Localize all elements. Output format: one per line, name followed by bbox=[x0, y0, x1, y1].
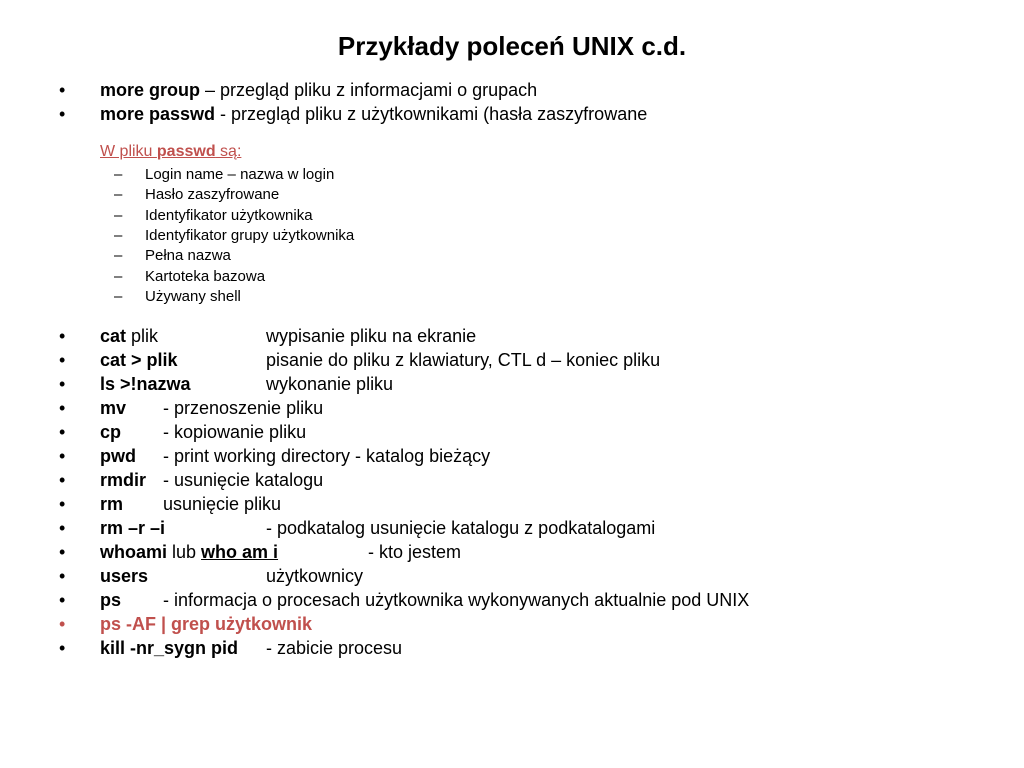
command-name: rm bbox=[100, 494, 124, 514]
command-description: – przegląd pliku z informacjami o grupach bbox=[200, 80, 538, 100]
bullet-icon: • bbox=[59, 422, 66, 442]
bullet-icon: • bbox=[59, 446, 66, 466]
command-name: rmdir bbox=[100, 470, 147, 490]
bullet-icon: • bbox=[59, 518, 66, 538]
dash-icon: – bbox=[114, 288, 123, 305]
command-description: - kto jestem bbox=[368, 542, 462, 562]
command-name: more group bbox=[100, 80, 201, 100]
command-description: wykonanie pliku bbox=[266, 374, 394, 394]
heading-keyword: passwd bbox=[156, 143, 216, 160]
passwd-field-label: Identyfikator użytkownika bbox=[145, 207, 313, 224]
command-name: ps -AF | grep użytkownik bbox=[100, 614, 313, 634]
heading-tail: są: bbox=[215, 143, 242, 160]
bullet-icon: • bbox=[59, 350, 66, 370]
command-name: whoami bbox=[100, 542, 168, 562]
command-description: usunięcie pliku bbox=[163, 494, 282, 514]
passwd-field-label: Login name – nazwa w login bbox=[145, 166, 335, 183]
dash-icon: – bbox=[114, 227, 123, 244]
bullet-icon: • bbox=[59, 614, 66, 634]
command-name: ls >!nazwa bbox=[100, 374, 191, 394]
command-name: ps bbox=[100, 590, 122, 610]
passwd-field-label: Używany shell bbox=[145, 288, 241, 305]
command-description: pisanie do pliku z klawiatury, CTL d – koniec pliku bbox=[266, 350, 661, 370]
bullet-icon: • bbox=[59, 494, 66, 514]
command-name: mv bbox=[100, 398, 127, 418]
bullet-icon: • bbox=[59, 398, 66, 418]
heading-lead: W pliku bbox=[100, 143, 157, 160]
passwd-section-heading bbox=[100, 140, 241, 164]
bullet-icon: • bbox=[59, 326, 66, 346]
bullet-icon: • bbox=[59, 590, 66, 610]
dash-icon: – bbox=[114, 268, 123, 285]
passwd-field-label: Kartoteka bazowa bbox=[145, 268, 266, 285]
command-description: wypisanie pliku na ekranie bbox=[266, 326, 477, 346]
passwd-field-label: Pełna nazwa bbox=[145, 247, 231, 264]
command-argument: plik bbox=[126, 326, 159, 346]
command-description: użytkownicy bbox=[266, 566, 364, 586]
command-name: more passwd bbox=[100, 104, 216, 124]
command-description: - print working directory - katalog bieżący bbox=[163, 446, 491, 466]
bullet-icon: • bbox=[59, 80, 66, 100]
dash-icon: – bbox=[114, 207, 123, 224]
passwd-field-label: Hasło zaszyfrowane bbox=[145, 186, 280, 203]
passwd-field-label: Identyfikator grupy użytkownika bbox=[145, 227, 355, 244]
command-alt-name: who am i bbox=[201, 542, 279, 562]
bullet-icon: • bbox=[59, 470, 66, 490]
command-connector: lub bbox=[167, 542, 202, 562]
bullet-icon: • bbox=[59, 104, 66, 124]
command-description: - zabicie procesu bbox=[266, 638, 403, 658]
command-description: - usunięcie katalogu bbox=[163, 470, 324, 490]
slide-title: Przykłady poleceń UNIX c.d. bbox=[337, 31, 687, 61]
command-description: - przegląd pliku z użytkownikami (hasła zaszyfrowane bbox=[215, 104, 648, 124]
command-name: pwd bbox=[100, 446, 136, 466]
bullet-icon: • bbox=[59, 638, 66, 658]
command-description: - przenoszenie pliku bbox=[163, 398, 324, 418]
command-name: cat bbox=[100, 326, 127, 346]
command-description: - podkatalog usunięcie katalogu z podkatalogami bbox=[266, 518, 656, 538]
command-name: kill -nr_sygn pid bbox=[100, 638, 239, 658]
command-name: users bbox=[100, 566, 149, 586]
command-name: rm –r –i bbox=[100, 518, 166, 538]
dash-icon: – bbox=[114, 186, 123, 203]
bullet-icon: • bbox=[59, 566, 66, 586]
dash-icon: – bbox=[114, 247, 123, 264]
command-name: cp bbox=[100, 422, 122, 442]
command-description: - informacja o procesach użytkownika wykonywanych aktualnie pod UNIX bbox=[163, 590, 750, 610]
dash-icon: – bbox=[114, 166, 123, 183]
bullet-icon: • bbox=[59, 374, 66, 394]
command-name: cat > plik bbox=[100, 350, 178, 370]
bullet-icon: • bbox=[59, 542, 66, 562]
command-description: - kopiowanie pliku bbox=[163, 422, 307, 442]
